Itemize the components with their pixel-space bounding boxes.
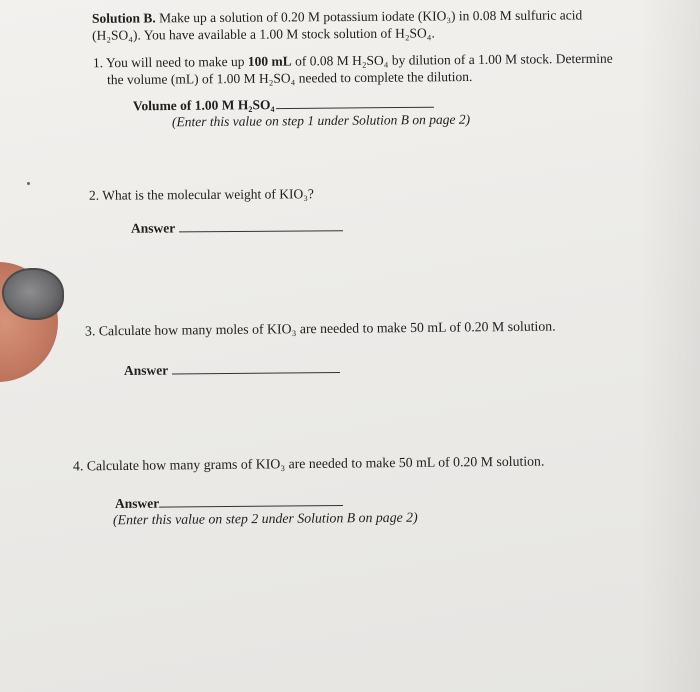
q3-answer-label: Answer [123, 362, 169, 378]
question-3: 3. Calculate how many moles of KIO₃ are needed to make 50 mL of 0.20 M solution. [84, 318, 556, 339]
q2-answer-label: Answer [130, 220, 176, 236]
q3-answer-row [124, 360, 340, 379]
q1-line2: the volume (mL) of 1.00 M H₂SO₄ needed to complete the dilution. [107, 68, 473, 88]
question-4: 4. Calculate how many grams of KIO₃ are needed to make 50 mL of 0.20 M solution. [72, 453, 545, 474]
solution-b-intro [92, 6, 612, 44]
q1-text-a: 1. You will need to make up [92, 53, 248, 71]
page-shadow [640, 0, 700, 692]
q2-answer-row [131, 218, 343, 236]
question-1 [93, 50, 613, 89]
q1-text-b: of 0.08 M H₂SO₄ by dilution of a 1.00 M stock. Determine [291, 50, 613, 69]
q3-answer-blank[interactable] [172, 362, 340, 374]
q1-answer-blank[interactable] [276, 97, 434, 109]
q1-bold-volume: 100 mL [247, 53, 292, 69]
q1-answer-label: Volume of 1.00 M H₂SO₄ [132, 97, 275, 114]
solution-b-label: Solution B. [91, 10, 156, 26]
q4-answer-blank[interactable] [159, 495, 343, 508]
paper-speck [27, 182, 30, 185]
q4-answer-label: Answer [114, 495, 160, 511]
q4-note: (Enter this value on step 2 under Solution B on page 2) [112, 509, 418, 528]
intro-text: Make up a solution of 0.20 M potassium iodate (KIO₃) in 0.08 M sulfuric acid [155, 7, 583, 26]
intro-line2: (H₂SO₄). You have available a 1.00 M stock solution of H₂SO₄. [92, 25, 435, 43]
question-2: 2. What is the molecular weight of KIO₃? [88, 186, 314, 203]
q2-answer-blank[interactable] [179, 220, 343, 232]
q1-note: (Enter this value on step 1 under Solution B on page 2) [171, 111, 471, 130]
fingernail-photo [2, 268, 64, 320]
